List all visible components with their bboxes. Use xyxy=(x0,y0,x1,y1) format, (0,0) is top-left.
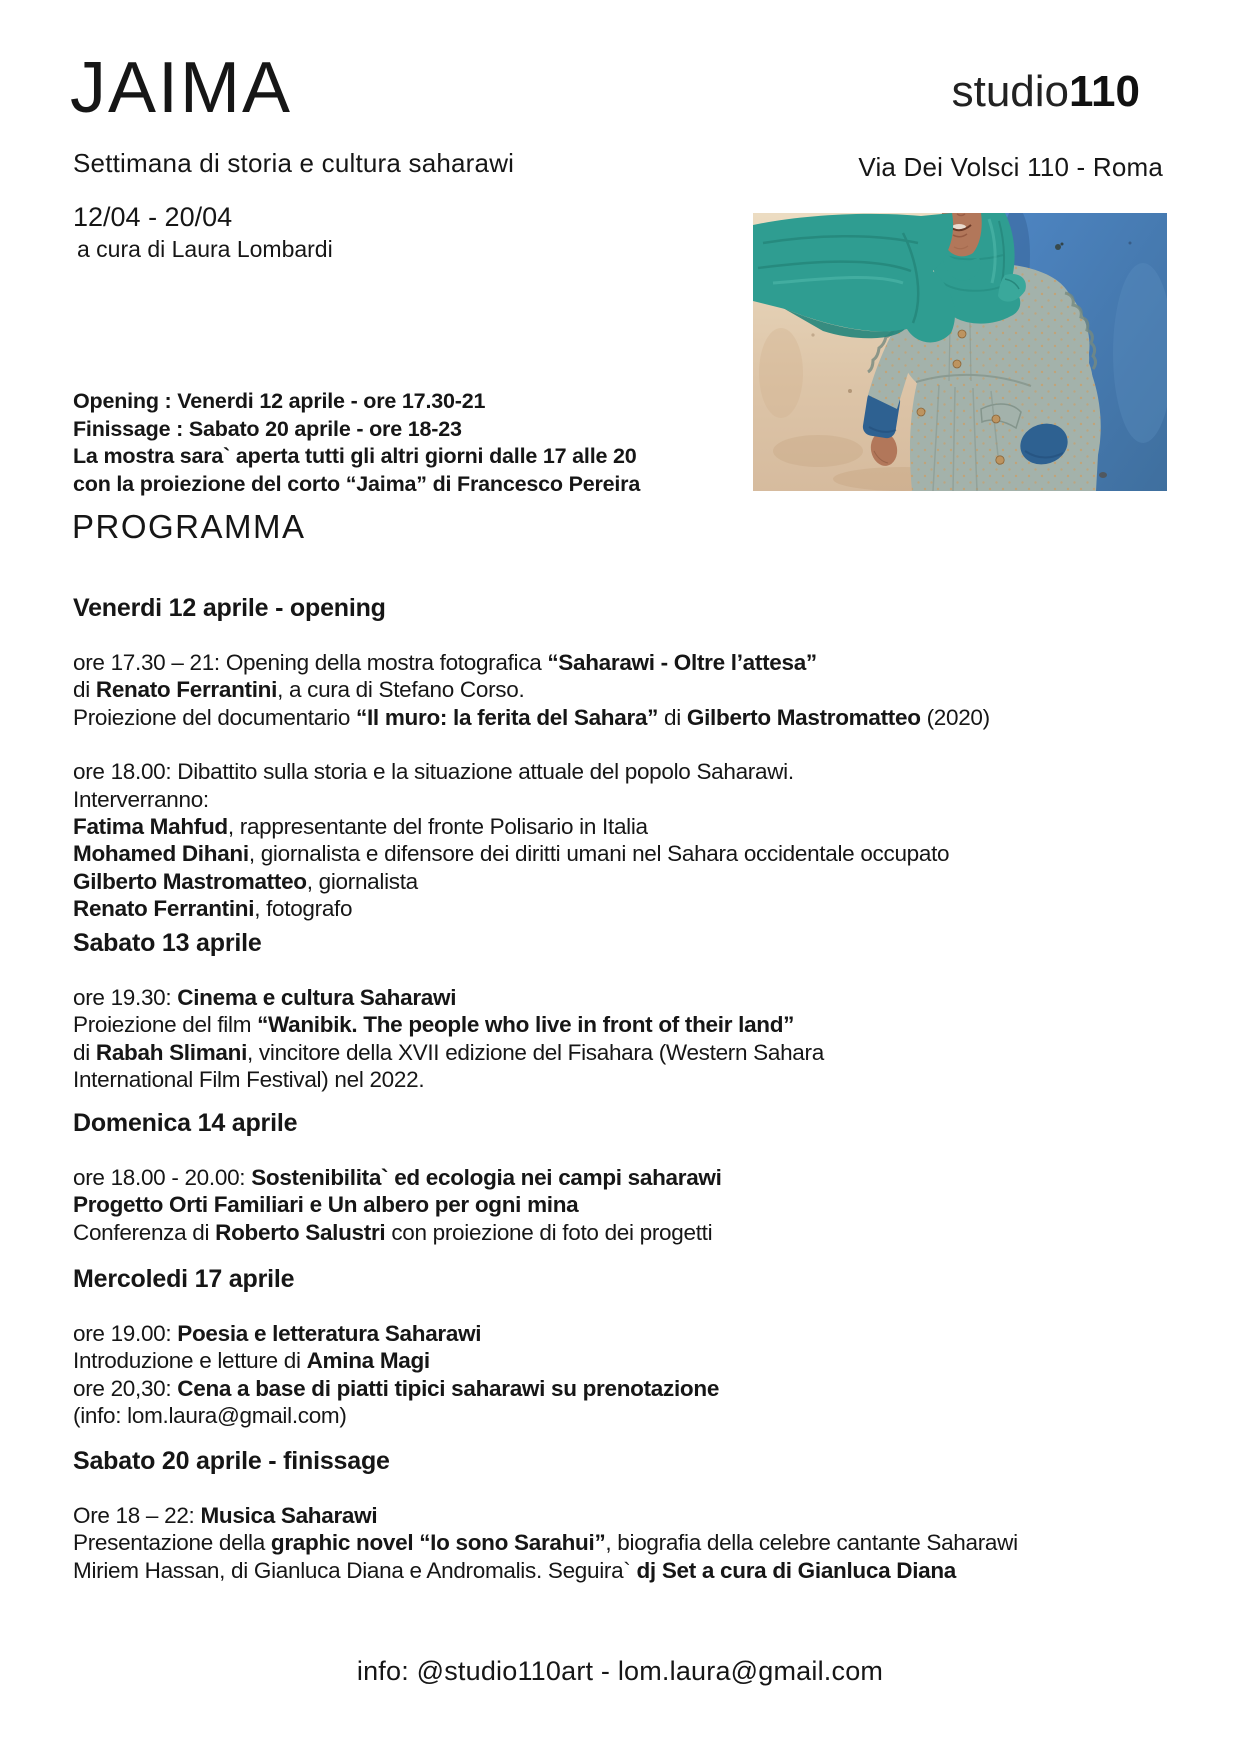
event-photo xyxy=(753,213,1167,491)
info-line-finissage: Finissage : Sabato 20 aprile - ore 18-23 xyxy=(73,416,462,441)
program-text-line: Renato Ferrantini, fotografo xyxy=(73,896,353,922)
program-text-line: Interverranno: xyxy=(73,786,209,812)
program-text-line: (info: lom.laura@gmail.com) xyxy=(73,1403,347,1429)
program-text-line: di Rabah Slimani, vincitore della XVII edizione del Fisahara (Western Sahara xyxy=(73,1039,824,1065)
program-paragraph xyxy=(73,1502,1198,1584)
section-heading: Domenica 14 aprile xyxy=(73,1109,298,1137)
section-heading: Venerdi 12 aprile - opening xyxy=(73,594,386,622)
program-text-line: ore 20,30: Cena a base di piatti tipici saharawi su prenotazione xyxy=(73,1375,720,1401)
program-section-domenica-14 xyxy=(73,1108,1198,1246)
footer-contacts: info: @studio110art - lom.laura@gmail.com xyxy=(356,1656,884,1686)
program-text-line: Presentazione della graphic novel “Io sono Sarahui”, biografia della celebre cantante Saharawi xyxy=(73,1530,1018,1556)
subtitle: Settimana di storia e cultura saharawi xyxy=(73,148,515,178)
info-line-short-film: con la proiezione del corto “Jaima” di Francesco Pereira xyxy=(73,471,641,496)
section-body xyxy=(73,984,1198,1094)
program-section-sabato-20 xyxy=(73,1446,1198,1584)
program-text-line: ore 18.00 - 20.00: Sostenibilita` ed ecologia nei campi saharawi xyxy=(73,1165,722,1190)
program-text-line: Proiezione del film “Wanibik. The people who live in front of their land” xyxy=(73,1012,795,1038)
program-paragraph xyxy=(73,758,1198,922)
program-text-line: Mohamed Dihani, giornalista e difensore dei diritti umani nel Sahara occidentale occupato xyxy=(73,841,950,867)
program-text-line: Fatima Mahfud, rappresentante del fronte Polisario in Italia xyxy=(73,814,648,840)
info-line-opening: Opening : Venerdi 12 aprile - ore 17.30-21 xyxy=(73,389,486,413)
program-text-line: Gilberto Mastromatteo, giornalista xyxy=(73,868,418,894)
curator-credit: a cura di Laura Lombardi xyxy=(77,236,333,262)
program-text-line: Conferenza di Roberto Salustri con proiezione di foto dei progetti xyxy=(73,1219,713,1245)
studio-logo-bold-part: 110 xyxy=(1069,67,1140,116)
section-heading: Mercoledi 17 aprile xyxy=(73,1265,295,1293)
program-section-sabato-13 xyxy=(73,928,1198,1094)
program-paragraph xyxy=(73,649,1198,731)
section-body xyxy=(73,1320,1198,1430)
section-heading: Sabato 13 aprile xyxy=(73,929,262,957)
event-photo-illustration xyxy=(753,213,1167,491)
event-dates: 12/04 - 20/04 xyxy=(73,202,233,232)
program-paragraph xyxy=(73,984,1198,1094)
exhibition-info xyxy=(73,388,773,498)
section-heading: Sabato 20 aprile - finissage xyxy=(73,1447,390,1475)
studio110-logo xyxy=(951,67,1140,116)
program-text-line: di Renato Ferrantini, a cura di Stefano Corso. xyxy=(73,677,525,703)
studio-address: Via Dei Volsci 110 - Roma xyxy=(858,152,1163,182)
program-paragraph xyxy=(73,1164,1198,1246)
program-text-line: Introduzione e letture di Amina Magi xyxy=(73,1348,430,1374)
program-text-line: Ore 18 – 22: Musica Saharawi xyxy=(73,1503,378,1528)
program-text-line: Proiezione del documentario “Il muro: la ferita del Sahara” di Gilberto Mastromatteo (2020) xyxy=(73,704,990,730)
info-line-hours: La mostra sara` aperta tutti gli altri giorni dalle 17 alle 20 xyxy=(73,444,637,468)
program-label: PROGRAMMA xyxy=(72,508,306,545)
program-text-line: ore 19.30: Cinema e cultura Saharawi xyxy=(73,985,457,1010)
section-body xyxy=(73,1502,1198,1584)
program-section-venerdi-12 xyxy=(73,593,1198,923)
program-text-line: Miriem Hassan, di Gianluca Diana e Andromalis. Seguira` dj Set a cura di Gianluca Diana xyxy=(73,1557,957,1583)
section-body xyxy=(73,1164,1198,1246)
section-body xyxy=(73,649,1198,923)
page-title: JAIMA xyxy=(70,48,293,128)
studio-logo-light-part: studio xyxy=(951,67,1070,116)
program-text-line: ore 19.00: Poesia e letteratura Saharawi xyxy=(73,1321,482,1346)
program-text-line: International Film Festival) nel 2022. xyxy=(73,1067,425,1093)
program-text-line: ore 17.30 – 21: Opening della mostra fotografica “Saharawi - Oltre l’attesa” xyxy=(73,650,817,675)
program-text-line: Progetto Orti Familiari e Un albero per ogni mina xyxy=(73,1192,579,1218)
program-paragraph xyxy=(73,1320,1198,1430)
program-text-line: ore 18.00: Dibattito sulla storia e la situazione attuale del popolo Saharawi. xyxy=(73,759,794,785)
program-section-mercoledi-17 xyxy=(73,1264,1198,1430)
